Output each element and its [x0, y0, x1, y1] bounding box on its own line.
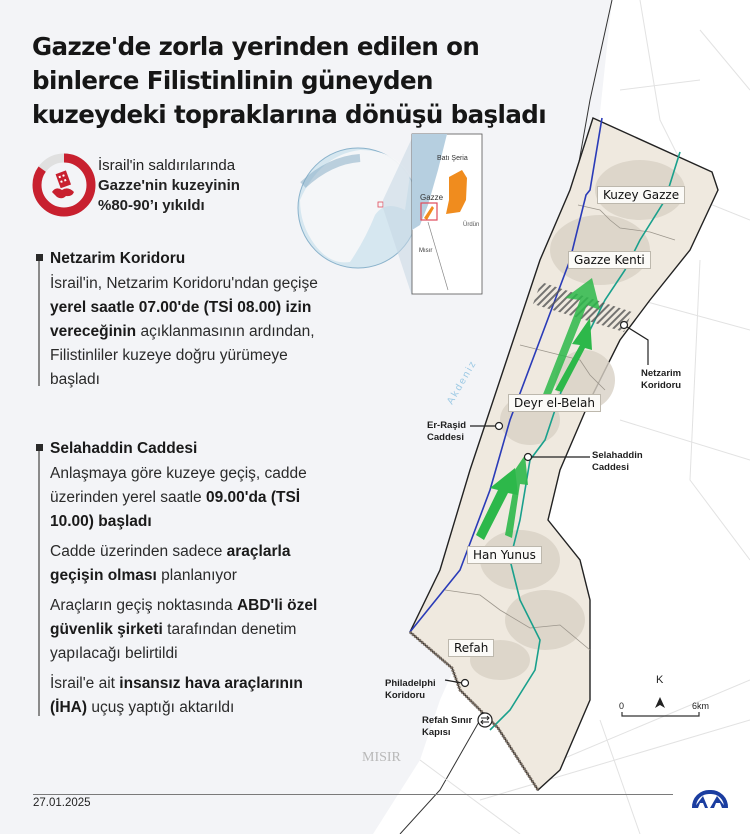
svg-text:Batı Şeria: Batı Şeria: [437, 155, 468, 162]
place-label-gazze-kenti: Gazze Kenti: [568, 251, 651, 269]
paragraph: İsrail'e ait insansız hava araçlarının (İHA) uçuş yaptığı aktarıldı: [50, 675, 303, 716]
svg-text:6km: 6km: [692, 701, 710, 711]
paragraph: Cadde üzerinden sadece araçlarla geçişin olması planlanıyor: [50, 543, 291, 584]
svg-text:Gazze: Gazze: [420, 193, 444, 202]
footer-divider: [33, 794, 673, 795]
publish-date: 27.01.2025: [33, 797, 91, 809]
section-heading: Netzarim Koridoru: [50, 250, 186, 267]
place-label-deyr-el-belah: Deyr el-Belah: [508, 394, 601, 412]
paragraph: İsrail'in, Netzarim Koridoru'ndan geçişe yerel saatle 07.00'de (TSİ 08.00) izin vereceğinin açıklanmasının ardından, Filistinliler kuzeye doğru yürümeye başladı: [50, 275, 318, 388]
callout-philadelphi: Philadelphi Koridoru: [385, 678, 436, 701]
north-label: K: [656, 674, 664, 686]
section-heading: Selahaddin Caddesi: [50, 440, 198, 457]
bullet-icon: [36, 444, 43, 451]
inset-map: [412, 134, 482, 294]
sea-label: Akdeniz: [445, 358, 480, 407]
stat-line2: Gazze'nin kuzeyinin: [98, 177, 240, 194]
section-netzarim: [38, 250, 338, 388]
bullet-icon: [36, 254, 43, 261]
paragraph: Araçların geçiş noktasında ABD'li özel güvenlik şirketi tarafından denetim yapılacağı belirtildi: [50, 597, 318, 662]
callout-selahaddin: Selahaddin Caddesi: [592, 450, 643, 473]
svg-text:0: 0: [619, 701, 625, 711]
place-label-han-yunus: Han Yunus: [467, 546, 542, 564]
svg-text:Mısır: Mısır: [419, 248, 433, 254]
callout-netzarim: Netzarim Koridoru: [641, 368, 682, 391]
callout-rafah-crossing: Refah Sınır Kapısı: [422, 715, 473, 738]
stat-line3: %80-90’ı yıkıldı: [98, 197, 205, 214]
page-title: Gazze'de zorla yerinden edilen on binlerce Filistinlinin güneyden kuzeydeki topraklarına dönüşü başladı: [32, 32, 546, 129]
place-label-refah: Refah: [448, 639, 494, 657]
place-label-kuzey-gazze: Kuzey Gazze: [597, 186, 685, 204]
country-label: MISIR: [362, 750, 401, 765]
destruction-stat: [36, 152, 316, 227]
callout-er-rasid: Er-Raşid Caddesi: [427, 420, 467, 443]
stat-line1: İsrail'in saldırılarında: [98, 157, 236, 174]
svg-text:Ürdün: Ürdün: [463, 222, 480, 228]
section-selahaddin: [38, 440, 338, 720]
paragraph: Anlaşmaya göre kuzeye geçiş, cadde üzerinden yerel saatle 09.00'da (TSİ 10.00) başladı: [50, 465, 307, 530]
